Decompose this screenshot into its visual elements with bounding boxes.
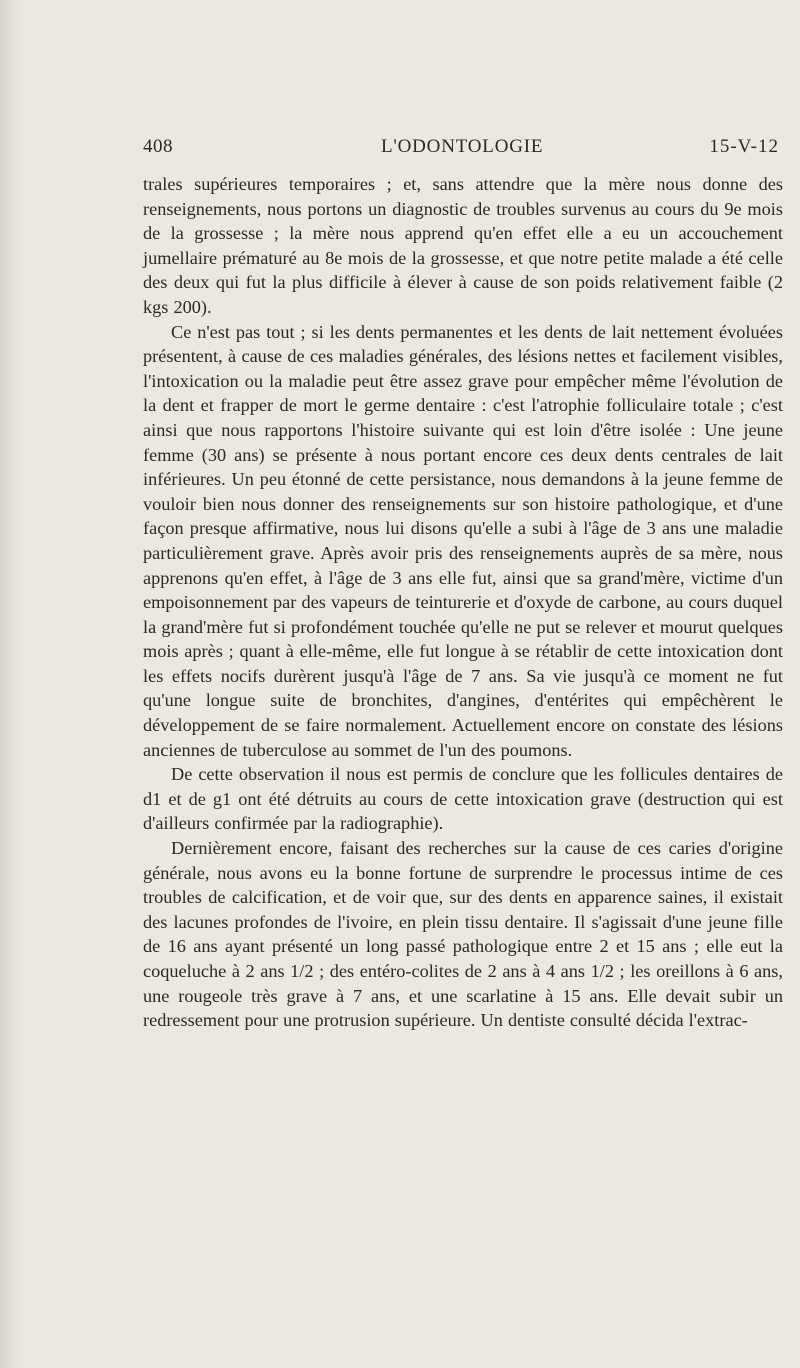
body-text (143, 172, 783, 1033)
book-page (143, 136, 783, 1033)
running-title: L'ODONTOLOGIE (381, 136, 544, 157)
issue-date: 15-V-12 (709, 136, 779, 157)
paragraph-conclusion: De cette observation il nous est permis de conclure que les follicules dentaires de d1 et de g1 ont été détruits au cours de cette intoxication grave (destruction qui est d'ailleurs confirmée par la radiographie). (143, 764, 783, 834)
page-number: 408 (143, 136, 173, 157)
paragraph-case-report: Ce n'est pas tout ; si les dents permanentes et les dents de lait nettement évoluées présentent, à cause de ces maladies générales, des lésions nettes et facilement visibles, l'intoxication ou la maladie peut être assez grave pour empêcher même l'évolution de la dent et frapper de mort le germe dentaire : c'est l'atrophie folliculaire totale ; c'est ainsi que nous rapportons l'histoire suivante qui est loin d'être isolée : Une jeune femme (30 ans) se présente à nous portant encore ces deux dents centrales de lait inférieures. Un peu étonné de cette persistance, nous demandons à la jeune femme de vouloir bien nous donner des renseignements sur son histoire pathologique, et d'une façon presque affirmative, nous lui disons qu'elle a subi à l'âge de 3 ans une maladie particulièrement grave. Après avoir pris des renseignements auprès de sa mère, nous apprenons qu'en effet, à l'âge de 3 ans elle fut, ainsi que sa grand'mère, victime d'un empoisonnement par des vapeurs de teinturerie et d'oxyde de carbone, au cours duquel la grand'mère fut si profondément touchée qu'elle ne put se relever et mourut quelques mois après ; quant à elle-même, elle fut longue à se rétablir de cette intoxication dont les effets nocifs durèrent jusqu'à l'âge de 7 ans. Sa vie jusqu'à ce moment ne fut qu'une longue suite de bronchites, d'angines, d'entérites qui empêchèrent le développement de se faire normalement. Actuellement encore on constate des lésions anciennes de tuberculose au sommet de l'un des poumons. (143, 321, 783, 760)
paragraph-recent-case: Dernièrement encore, faisant des recherches sur la cause de ces caries d'origine générale, nous avons eu la bonne fortune de surprendre le processus intime de ces troubles de calcification, et de voir que, sur des dents en apparence saines, il existait des lacunes profondes de l'ivoire, en plein tissu dentaire. Il s'agissait d'une jeune fille de 16 ans ayant présenté un long passé pathologique entre 2 et 15 ans ; elle eut la coqueluche à 2 ans 1/2 ; des entéro-colites de 2 ans à 4 ans 1/2 ; les oreillons à 6 ans, une rougeole très grave à 7 ans, et une scarlatine à 15 ans. Elle devait subir un redressement pour une protrusion supérieure. Un dentiste consulté décida l'extrac- (143, 838, 783, 1031)
running-head (143, 136, 783, 164)
page-edge-shadow (0, 0, 22, 1368)
paragraph-continuation: trales supérieures temporaires ; et, sans attendre que la mère nous donne des renseignements, nous portons un diagnostic de troubles survenus au cours du 9e mois de la grossesse ; la mère nous apprend qu'en effet elle a eu un accouchement jumellaire prématuré au 8e mois de la grossesse, et que notre petite malade a été celle des deux qui fut la plus difficile à élever à cause de son poids relativement faible (2 kgs 200). (143, 174, 783, 317)
